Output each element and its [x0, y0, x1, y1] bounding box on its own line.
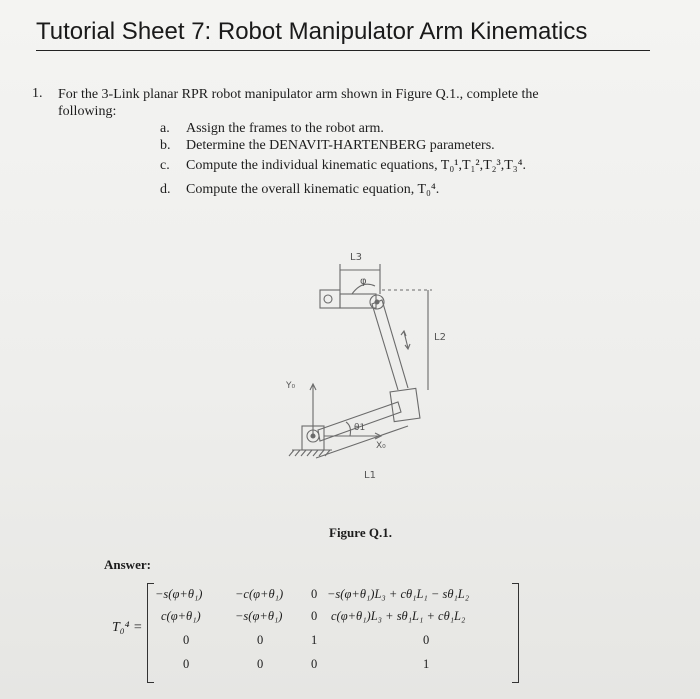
matrix-bracket-right	[512, 583, 519, 683]
matrix-cell-r2c3: 0	[311, 609, 318, 623]
matrix-cell-r4c1: 0	[183, 657, 190, 671]
task-text: Determine the DENAVIT-HARTENBERG parameters.	[186, 138, 495, 153]
matrix-cell-r2c4: c(φ+θ₁)L₃ + sθ₁L₁ + cθ₁L₂	[331, 609, 466, 623]
link-2	[372, 300, 408, 390]
matrix-cell-r4c4: 1	[423, 657, 430, 671]
task-letter: c.	[160, 158, 170, 173]
answer-label: Answer:	[104, 557, 151, 572]
label-l1: L1	[364, 470, 376, 481]
question-text-line2: following:	[58, 104, 117, 119]
task-item-a	[160, 121, 384, 137]
matrix-cell-r1c3: 0	[311, 587, 318, 601]
matrix-cell-r3c4: 0	[423, 633, 430, 647]
matrix-cell-r1c1: −s(φ+θ₁)	[155, 587, 203, 601]
task-item-d	[160, 182, 439, 198]
task-letter: d.	[160, 182, 171, 197]
label-theta1: θ1	[354, 423, 366, 433]
matrix-cell-r3c1: 0	[183, 633, 190, 647]
matrix-cell-r3c3: 1	[311, 633, 318, 647]
question-text-line1: For the 3-Link planar RPR robot manipulator arm shown in Figure Q.1., complete the	[58, 87, 539, 102]
task-letter: b.	[160, 138, 171, 153]
task-item-b	[160, 138, 495, 154]
end-effector	[320, 290, 340, 308]
label-x0: X₀	[376, 441, 386, 451]
matrix-cell-r4c2: 0	[257, 657, 264, 671]
figure-caption: Figure Q.1.	[329, 525, 392, 540]
matrix-cell-r1c4: −s(φ+θ₁)L₃ + cθ₁L₁ − sθ₁L₂	[327, 587, 470, 601]
task-letter: a.	[160, 121, 170, 136]
matrix-cell-r2c1: c(φ+θ₁)	[161, 609, 201, 623]
question-text	[58, 86, 658, 120]
prismatic-joint-block	[390, 388, 420, 421]
answer-matrix	[147, 583, 519, 683]
matrix-cell-r2c2: −s(φ+θ₁)	[235, 609, 283, 623]
matrix-lhs: T₀⁴ =	[112, 620, 143, 635]
task-text: Compute the overall kinematic equation, T₀⁴.	[186, 182, 440, 197]
task-item-c	[160, 158, 526, 174]
matrix-cell-r1c2: −c(φ+θ₁)	[235, 587, 284, 601]
label-l3: L3	[350, 252, 362, 263]
matrix-cell-r3c2: 0	[257, 633, 264, 647]
question-number: 1.	[32, 86, 43, 101]
label-y0: Y₀	[286, 381, 296, 391]
label-l2: L2	[434, 332, 446, 343]
matrix-cell-r4c3: 0	[311, 657, 318, 671]
title-underline	[36, 50, 650, 51]
task-text: Compute the individual kinematic equations, T₀¹,T₁²,T₂³,T₃⁴.	[186, 158, 527, 173]
robot-arm-figure	[280, 240, 470, 495]
end-effector-joint-icon	[324, 295, 332, 303]
robot-arm-sketch	[280, 240, 470, 490]
matrix-bracket-left	[147, 583, 154, 683]
label-phi: φ	[360, 276, 367, 287]
task-text: Assign the frames to the robot arm.	[186, 121, 384, 136]
sheet-title: Tutorial Sheet 7: Robot Manipulator Arm Kinematics	[36, 18, 588, 45]
theta1-arc	[346, 422, 351, 436]
link-1	[318, 402, 401, 441]
